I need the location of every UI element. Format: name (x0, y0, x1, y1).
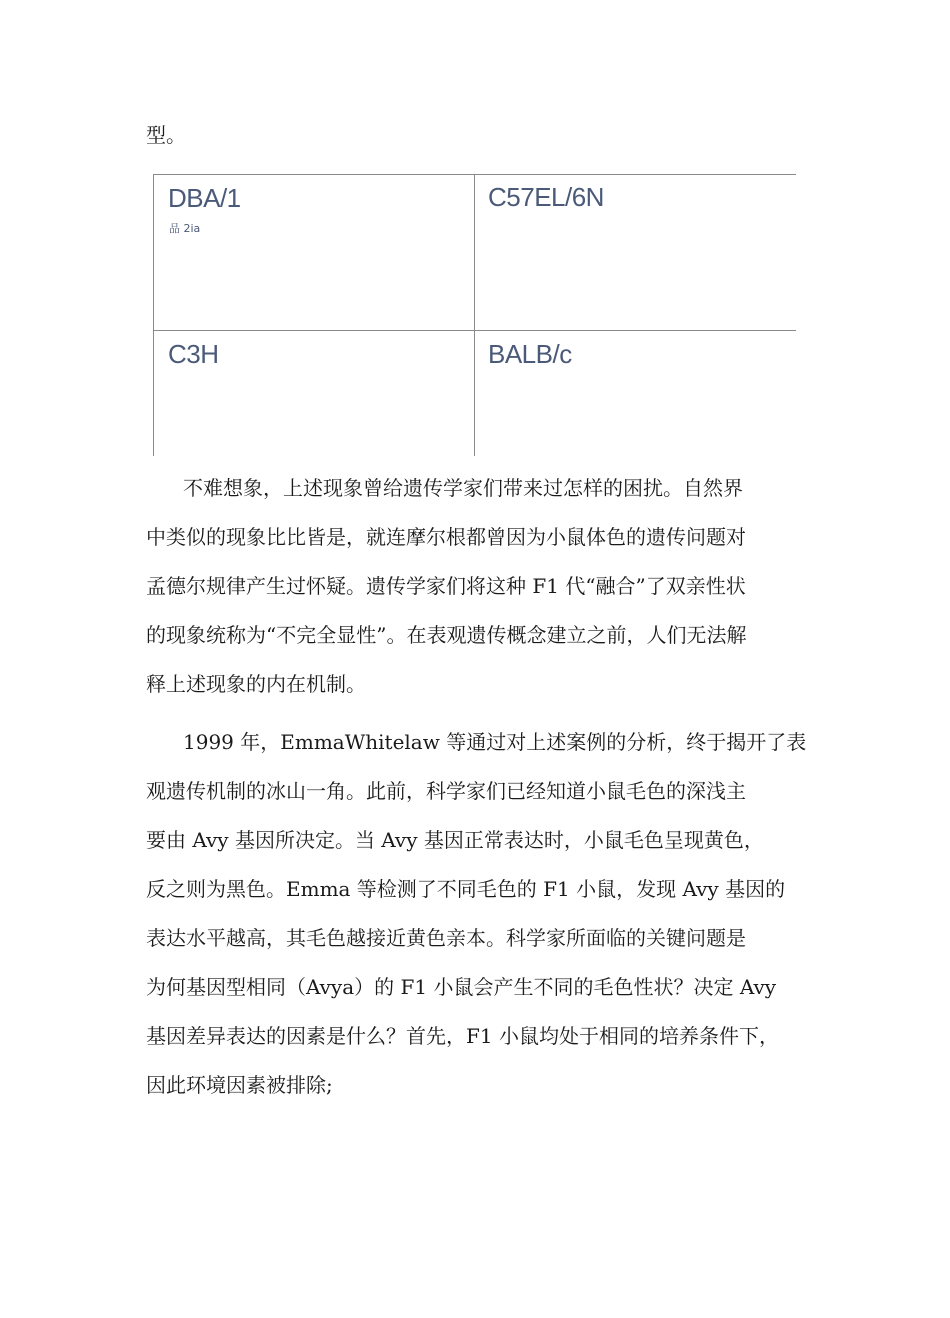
paragraph-incomplete-dominance (146, 464, 826, 709)
paragraph-line: 中类似的现象比比皆是，就连摩尔根都曾因为小鼠体色的遗传问题对 (146, 525, 746, 549)
paragraph-line: 表达水平越高，其毛色越接近黄色亲本。科学家所面临的关键问题是 (146, 926, 746, 950)
paragraph-line: 观遗传机制的冰山一角。此前，科学家们已经知道小鼠毛色的深浅主 (146, 779, 746, 803)
table-center-divider (474, 174, 475, 456)
strain-label-c3h: C3H (168, 339, 219, 369)
continued-text-fragment: 型。 (146, 123, 186, 147)
strain-label-dba1: DBA/1 (168, 183, 241, 213)
paragraph-whitelaw-study (146, 718, 826, 1110)
paragraph-line: 不难想象，上述现象曾给遗传学家们带来过怎样的困扰。自然界 (183, 476, 743, 500)
strain-label-c57: C57EL/6N (488, 182, 604, 212)
paragraph-line: 释上述现象的内在机制。 (146, 672, 366, 696)
table-left-border (153, 174, 154, 456)
mouse-strain-table (153, 174, 796, 456)
paragraph-line: 因此环境因素被排除; (146, 1073, 333, 1097)
paragraph-line: 基因差异表达的因素是什么？首先，F1 小鼠均处于相同的培养条件下， (146, 1024, 779, 1048)
paragraph-line: 孟德尔规律产生过怀疑。遗传学家们将这种 F1 代“融合”了双亲性状 (146, 574, 746, 598)
paragraph-line: 1999 年，EmmaWhitelaw 等通过对上述案例的分析，终于揭开了表 (183, 730, 807, 754)
paragraph-line: 要由 Avy 基因所决定。当 Avy 基因正常表达时，小鼠毛色呈现黄色， (146, 828, 764, 852)
strain-label-balbc: BALB/c (488, 339, 572, 369)
paragraph-line: 的现象统称为“不完全显性”。在表观遗传概念建立之前，人们无法解 (146, 623, 747, 647)
strain-note-dba1: 品 2ia (169, 222, 201, 235)
paragraph-line: 为何基因型相同（Avya）的 F1 小鼠会产生不同的毛色性状？决定 Avy (146, 975, 777, 999)
paragraph-line: 反之则为黑色。Emma 等检测了不同毛色的 F1 小鼠，发现 Avy 基因的 (146, 877, 786, 901)
